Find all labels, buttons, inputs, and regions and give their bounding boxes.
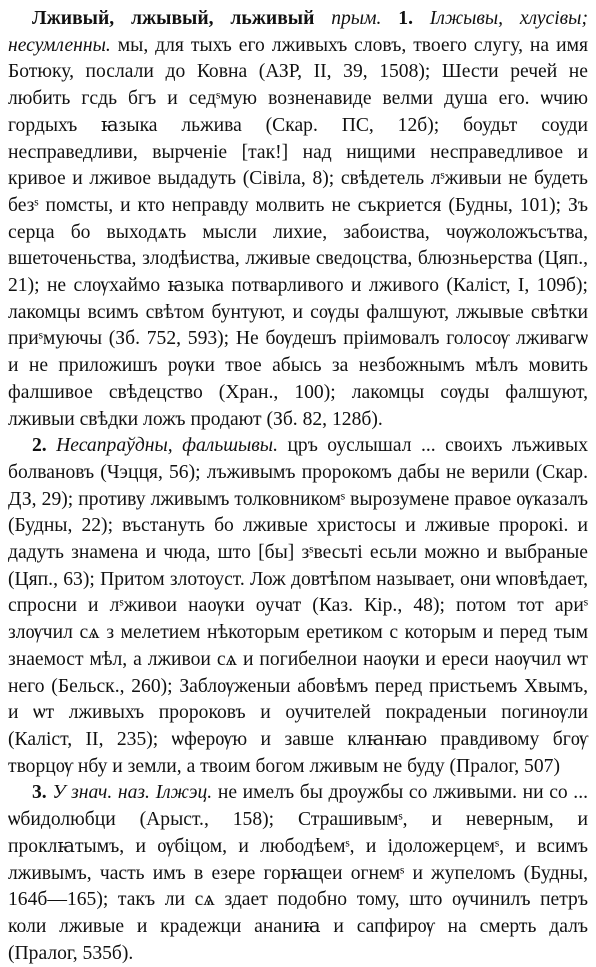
sense-1-paragraph bbox=[8, 6, 588, 433]
sense-2-citations: цръ оуслышал ... своихъ лъживых болвановъ (Чэцця, 56); лъживымъ пророкомъ дабы не верили (Скар. ДЗ, 29); противу лживымъ толковникомˢ вырозумене правое ѹказалъ (Будны, 22); въстануть бо лживые христосы и лживые пророкі. и дадуть знамена и чюда, што [бы] зˢвесьті есьли можно и выбраные (Цяп., 63); Притом злотоуст. Лож довтѣпом называет, они ѡповѣдает, спросни и лˢживои наѹки оучат (Каз. Кір., 48); потом тот ариˢ злѹчил сѧ з мелетием нѣкоторым еретиком с которым и перед тым знаемост мѣл, а лживои сѧ и погибелнои наѹки и ереси наѹчил ѡт него (Бельск., 260); Заблѹженыи абовѣмъ перед пристьемъ Хвымъ, и ѡт лживыхъ пророковъ и оучителей покраденыи погинѹли (Каліст, II, 235); ѡферѹю и завше клꙗнꙗю правдивому бгѹ творцѹ нбу и земли, а твоим богом лживым не буду (Пралог, 507) bbox=[8, 435, 588, 777]
sense-1-number: 1. bbox=[398, 8, 413, 29]
part-of-speech: прым. bbox=[331, 8, 382, 29]
sense-3-paragraph bbox=[8, 780, 588, 967]
sense-2-gloss: Несапраўдны, фальшывы. bbox=[56, 435, 278, 457]
sense-1-citations: мы, для тыхъ его лживыхъ словъ, твоего слугу, на имя Ботюку, послали до Ковна (АЗР, II, 39, 1508); Шести речей не любить гсдь бгъ и седˢмую возненавиде велми душа его. ѡчию гордыхъ ꙗзыка льжива (Скар. ПС, 12б); боудьт соуди несправедливи, вырченіе [так!] над нищими несправедливое и кривое и лживое выдадуть (Сівіла, 8); свѣдетель лˢживыи не будеть безˢ помсты, и кто неправду молвить не съкриется (Будны, 101); Зъ серца бо выходѧть мысли лихие, забоиства, чѹжоложъсътва, вшеточеньства, злодѣиства, лживые сведоцства, блюзньерства (Цяп., 21); не слѹхаймо ꙗзыка потварливого и лживого (Каліст, I, 109б); лакомцы всимъ свѣтом бунтуют, и сѹды фалшуют, лжывые свѣтки приˢмуючы (Зб. 752, 593); Не бѹдешъ пріимовалъ голосѹ лживагѡ и не приложишъ рѹки твое абысь за незбожнымъ мѣлъ мовить фалшивое свѣдецство (Хран., 100); лакомцы сѹды фалшуют, лживыи свѣдки ложъ продают (Зб. 82, 128б). bbox=[8, 34, 588, 430]
sense-2-paragraph bbox=[8, 433, 588, 780]
sense-3-citations: не имелъ бы дроужбы со лживыми. ни со ... ѡбидолюбци (Арыст., 158); Страшивымˢ, и неверным, и проклꙗтымъ, и ѹбіцом, и любодѣемˢ, и ідоложерцемˢ, и всимъ лживымъ, часть имъ в езере горꙗщеи огнемˢ и жупеломъ (Будны, 164б—165); такъ ли сѧ здает подобно тому, што ѹчинилъ петръ коли лживые и крадежци ананиꙗ и сапфирѹ на смерть далъ (Пралог, 535б). bbox=[8, 782, 588, 964]
sense-3-gloss: У знач. наз. Ілжэц. bbox=[52, 782, 213, 804]
sense-3-number: 3. bbox=[32, 782, 47, 804]
sense-1-gloss: Ілжывы, хлусівы; несумленны. bbox=[8, 8, 588, 56]
headword: Лживый, лжывый, льживый bbox=[32, 8, 315, 29]
dictionary-entry bbox=[8, 6, 588, 967]
sense-2-number: 2. bbox=[32, 435, 47, 457]
